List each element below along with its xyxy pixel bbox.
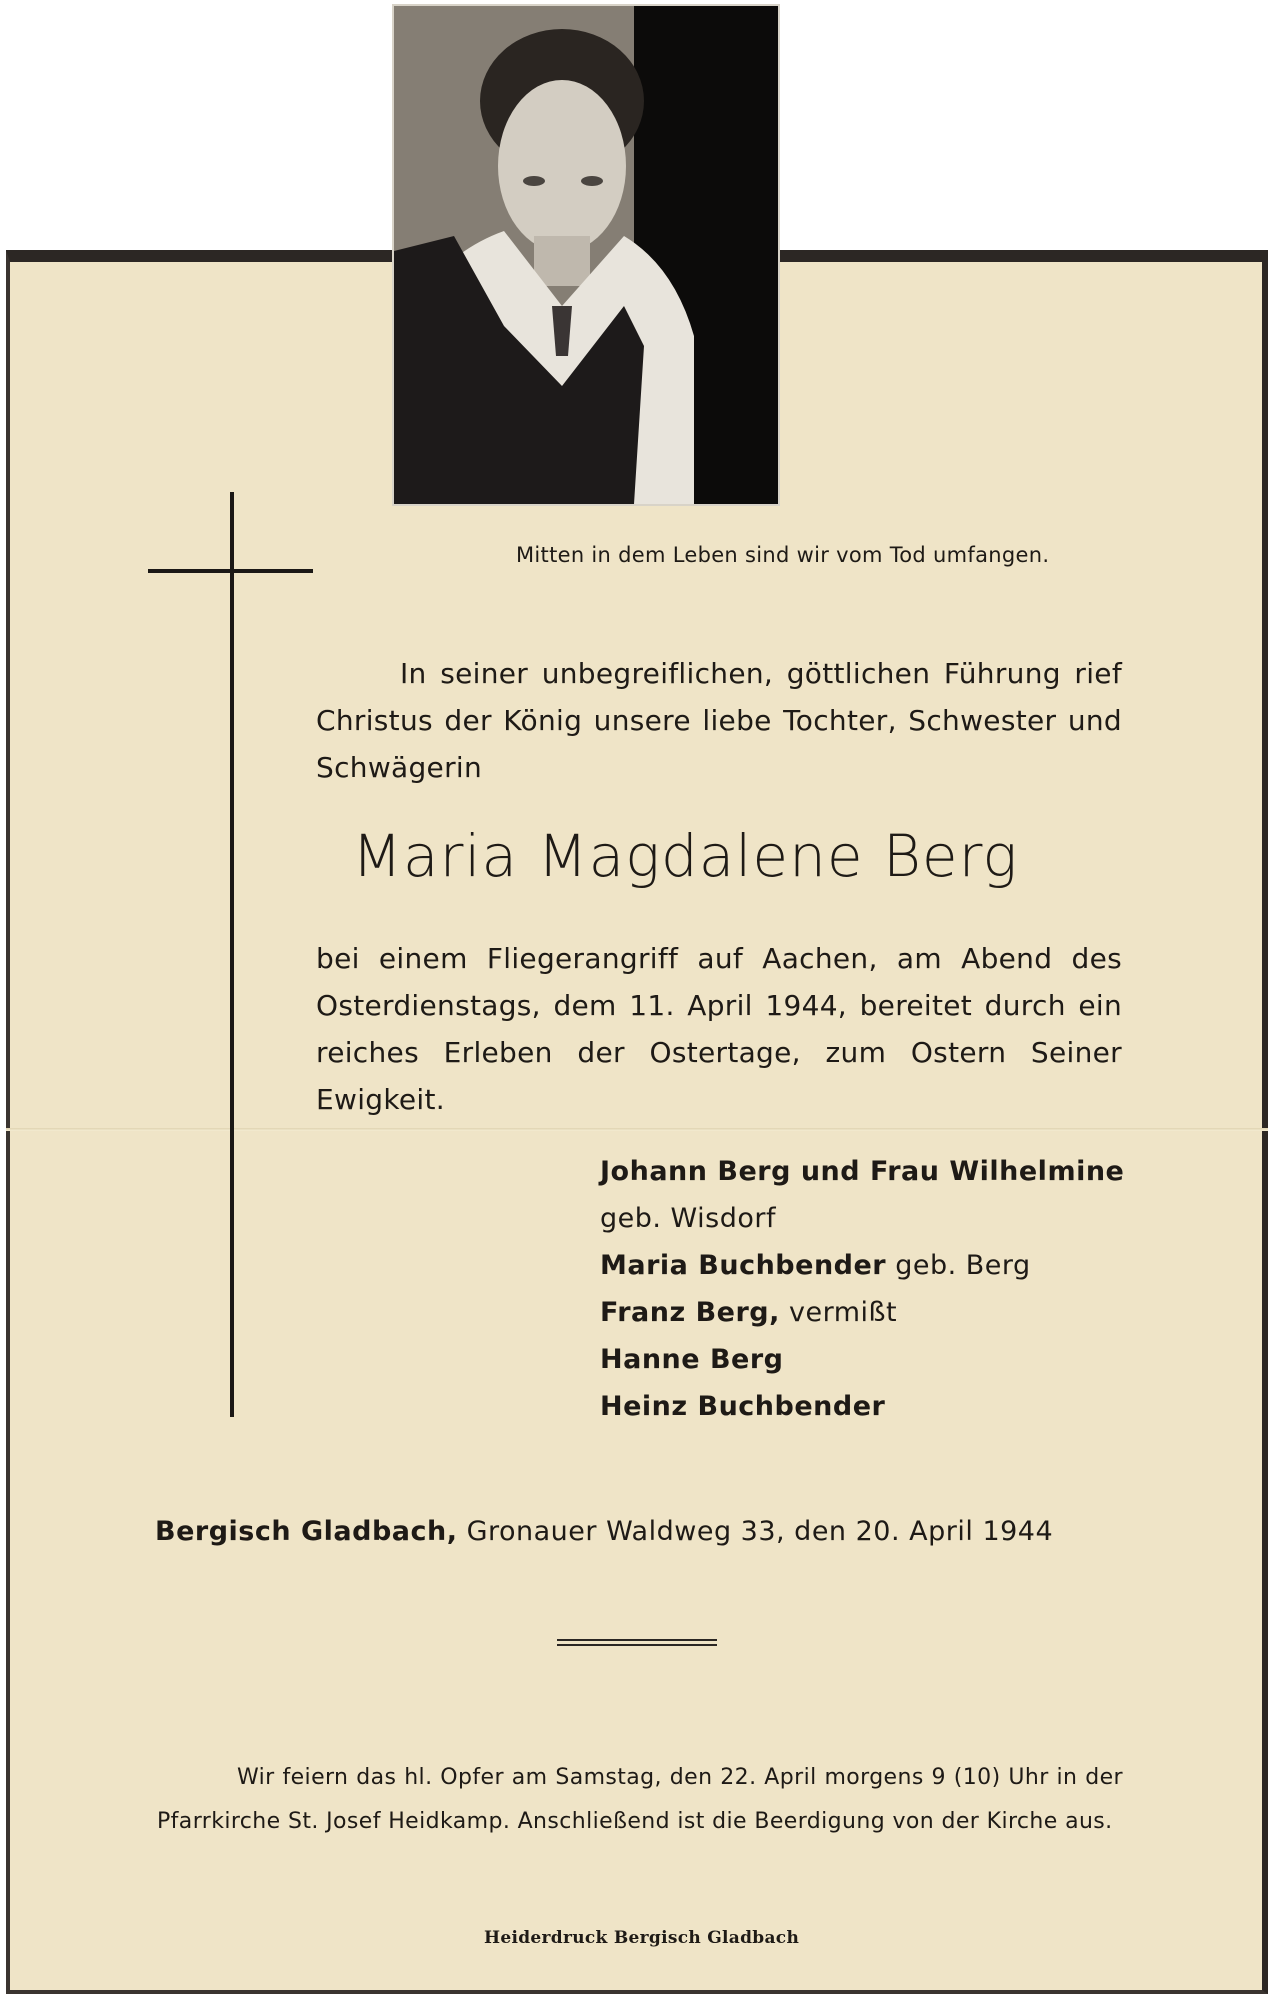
mourner-entry: geb. Wisdorf bbox=[600, 1203, 776, 1234]
mourner-entry: Maria Buchbender geb. Berg bbox=[600, 1250, 1031, 1281]
motto-line: Mitten in dem Leben sind wir vom Tod umfangen. bbox=[516, 543, 1050, 567]
intro-paragraph: In seiner unbegreiflichen, göttlichen Führung rief Christus der König unsere liebe Tochter, Schwester und Schwägerin bbox=[316, 657, 1122, 784]
mass-notice: Wir feiern das hl. Opfer am Samstag, den 22. April morgens 9 (10) Uhr in der Pfarrkirche St. Josef Heidkamp. Anschließend ist die Beerdigung von der Kirche aus. bbox=[157, 1765, 1123, 1834]
fold-crease bbox=[6, 1128, 1268, 1131]
address-date: Gronauer Waldweg 33, den 20. April 1944 bbox=[466, 1516, 1054, 1547]
cross-vertical-bar bbox=[230, 492, 234, 1417]
double-rule-divider bbox=[557, 1639, 717, 1646]
mourner-entry: Hanne Berg bbox=[600, 1344, 784, 1375]
cross-horizontal-bar bbox=[148, 569, 313, 573]
mourner-entry: Franz Berg, vermißt bbox=[600, 1297, 898, 1328]
printer-imprint: Heiderdruck Bergisch Gladbach bbox=[484, 1928, 800, 1948]
mourners-list bbox=[600, 1148, 1124, 1430]
portrait-photo bbox=[394, 6, 778, 504]
deceased-name: Maria Magdalene Berg bbox=[352, 822, 1019, 890]
place-and-date bbox=[155, 1516, 1053, 1547]
place-name: Bergisch Gladbach, bbox=[155, 1516, 458, 1547]
event-paragraph: bei einem Fliegerangriff auf Aachen, am Abend des Osterdienstags, dem 11. April 1944, bereitet durch ein reiches Erleben der Ostertage, zum Ostern Seiner Ewigkeit. bbox=[316, 942, 1122, 1116]
mourner-entry: Johann Berg und Frau Wilhelmine bbox=[600, 1156, 1125, 1187]
mourner-entry: Heinz Buchbender bbox=[600, 1391, 886, 1422]
